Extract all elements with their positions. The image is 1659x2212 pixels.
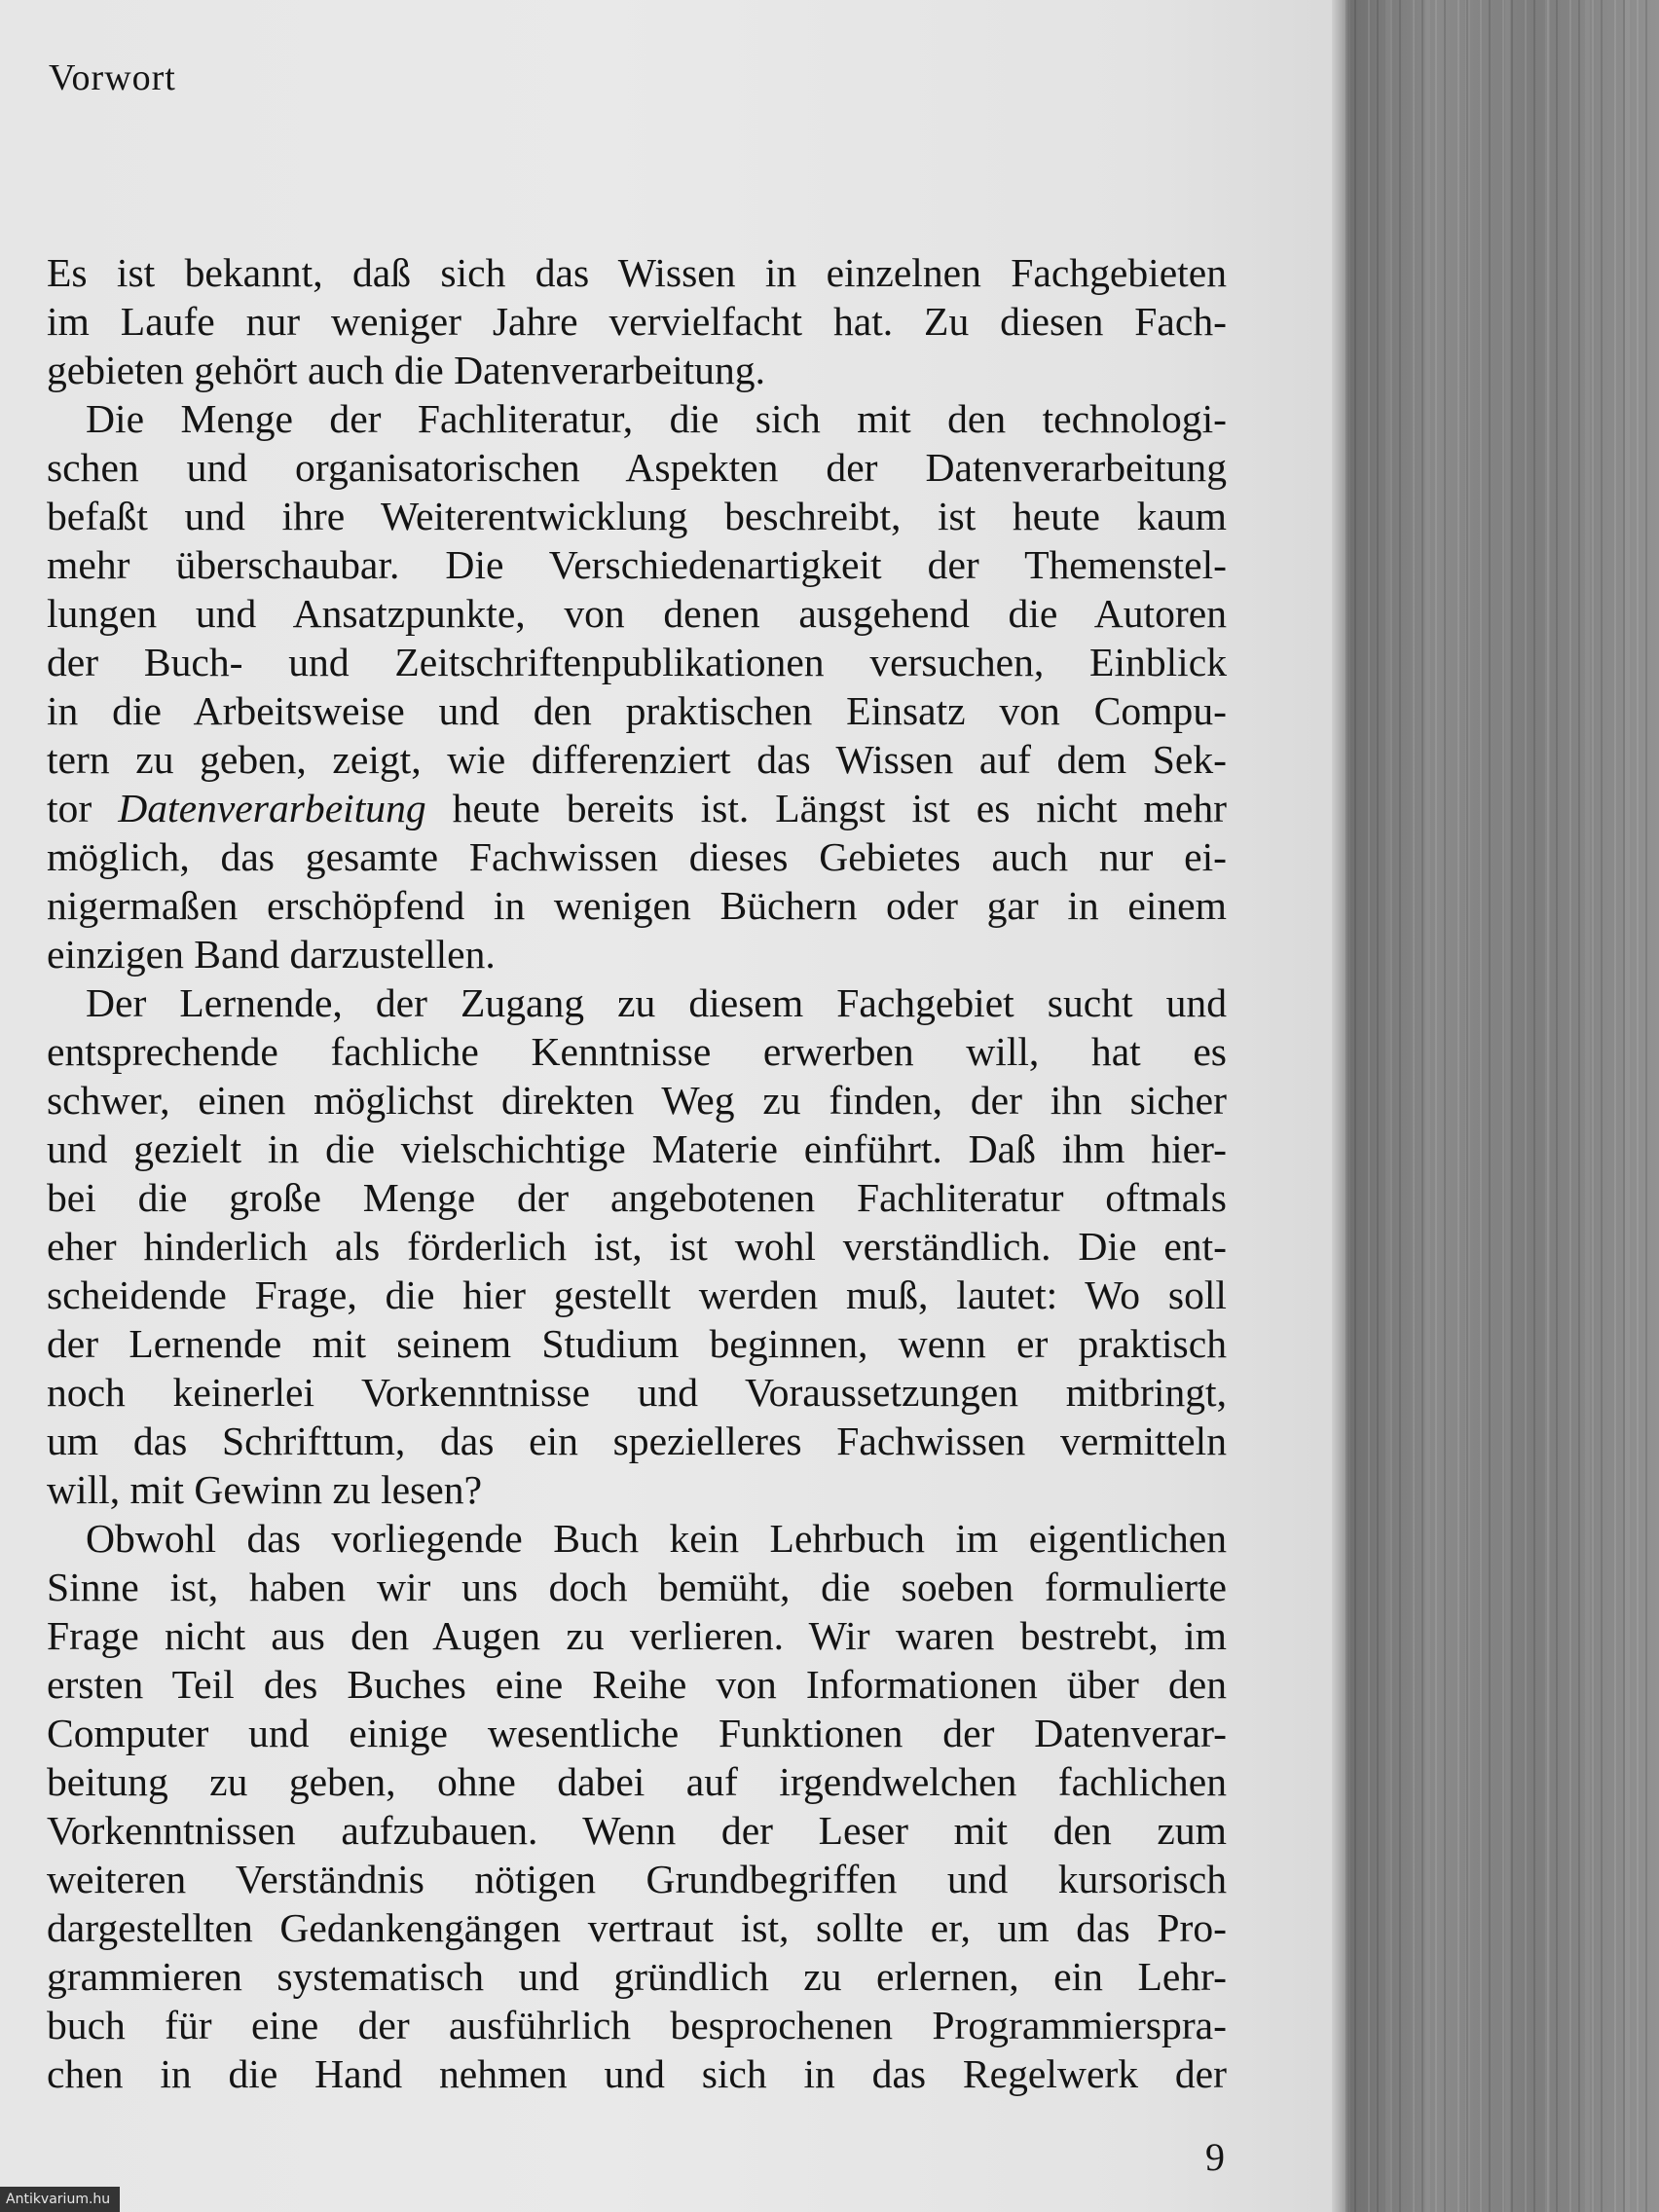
text-line: schwer, einen möglichst direkten Weg zu finden, der ihn sicher	[47, 1078, 1227, 1123]
text-line: Es ist bekannt, daß sich das Wissen in einzelnen Fachgebieten	[47, 250, 1227, 295]
text-line: Vorkenntnissen aufzubauen. Wenn der Leser mit den zum	[47, 1808, 1227, 1853]
text-line: mehr überschaubar. Die Verschiedenartigkeit der Themenstel-	[47, 542, 1227, 587]
text-line: ersten Teil des Buches eine Reihe von Informationen über den	[47, 1662, 1227, 1707]
text-line: möglich, das gesamte Fachwissen dieses Gebietes auch nur ei-	[47, 834, 1227, 879]
text-line: grammieren systematisch und gründlich zu erlernen, ein Lehr-	[47, 1954, 1227, 1999]
text-line: eher hinderlich als förderlich ist, ist wohl verständlich. Die ent-	[47, 1224, 1227, 1269]
text-line: chen in die Hand nehmen und sich in das Regelwerk der	[47, 2051, 1227, 2096]
text-line: weiteren Verständnis nötigen Grundbegriffen und kursorisch	[47, 1857, 1227, 1901]
text-line: Frage nicht aus den Augen zu verlieren. Wir waren bestrebt, im	[47, 1613, 1227, 1658]
text-fragment: tor	[47, 786, 119, 830]
text-line: buch für eine der ausführlich besprochenen Programmierspra-	[47, 2003, 1227, 2047]
text-line: noch keinerlei Vorkenntnisse und Voraussetzungen mitbringt,	[47, 1370, 1227, 1415]
text-line: der Buch- und Zeitschriftenpublikationen versuchen, Einblick	[47, 640, 1227, 684]
text-fragment: heute bereits ist. Längst ist es nicht mehr	[425, 786, 1227, 830]
text-line: lungen und Ansatzpunkte, von denen ausgehend die Autoren	[47, 591, 1227, 636]
text-line: befaßt und ihre Weiterentwicklung beschreibt, ist heute kaum	[47, 494, 1227, 538]
text-line: nigermaßen erschöpfend in wenigen Büchern oder gar in einem	[47, 883, 1227, 928]
body-text	[47, 248, 1227, 2098]
text-line: im Laufe nur weniger Jahre vervielfacht hat. Zu diesen Fach-	[47, 299, 1227, 344]
watermark-label: Antikvarium.hu	[0, 2187, 120, 2212]
wood-background	[1346, 0, 1659, 2212]
text-line: entsprechende fachliche Kenntnisse erwerben will, hat es	[47, 1029, 1227, 1074]
text-line: beitung zu geben, ohne dabei auf irgendwelchen fachlichen	[47, 1759, 1227, 1804]
text-line: Obwohl das vorliegende Buch kein Lehrbuch im eigentlichen	[86, 1516, 1227, 1561]
text-line: tern zu geben, zeigt, wie differenziert das Wissen auf dem Sek-	[47, 737, 1227, 782]
page-edge-shadow	[1332, 0, 1346, 2212]
page-number: 9	[1205, 2135, 1225, 2179]
text-line: bei die große Menge der angebotenen Fachliteratur oftmals	[47, 1175, 1227, 1220]
text-line: Sinne ist, haben wir uns doch bemüht, die soeben formulierte	[47, 1565, 1227, 1609]
text-line: in die Arbeitsweise und den praktischen Einsatz von Compu-	[47, 688, 1227, 733]
text-line-with-italic	[47, 784, 1227, 832]
text-line: schen und organisatorischen Aspekten der Datenverarbeitung	[47, 445, 1227, 490]
text-line: Computer und einige wesentliche Funktionen der Datenverar-	[47, 1711, 1227, 1755]
text-line: und gezielt in die vielschichtige Materie einführt. Daß ihm hier-	[47, 1126, 1227, 1171]
text-line: Die Menge der Fachliteratur, die sich mit den technologi-	[86, 396, 1227, 441]
italic-term: Datenverarbeitung	[118, 786, 426, 830]
text-line: einzigen Band darzustellen.	[47, 932, 496, 977]
text-line: der Lernende mit seinem Studium beginnen, wenn er praktisch	[47, 1321, 1227, 1366]
text-line: gebieten gehört auch die Datenverarbeitung.	[47, 348, 765, 392]
text-line: dargestellten Gedankengängen vertraut ist, sollte er, um das Pro-	[47, 1905, 1227, 1950]
text-line: scheidende Frage, die hier gestellt werden muß, lautet: Wo soll	[47, 1272, 1227, 1317]
text-line: um das Schrifttum, das ein spezielleres Fachwissen vermitteln	[47, 1419, 1227, 1463]
page-heading: Vorwort	[49, 57, 176, 98]
text-line: will, mit Gewinn zu lesen?	[47, 1467, 483, 1512]
text-line: Der Lernende, der Zugang zu diesem Fachgebiet sucht und	[86, 980, 1227, 1025]
